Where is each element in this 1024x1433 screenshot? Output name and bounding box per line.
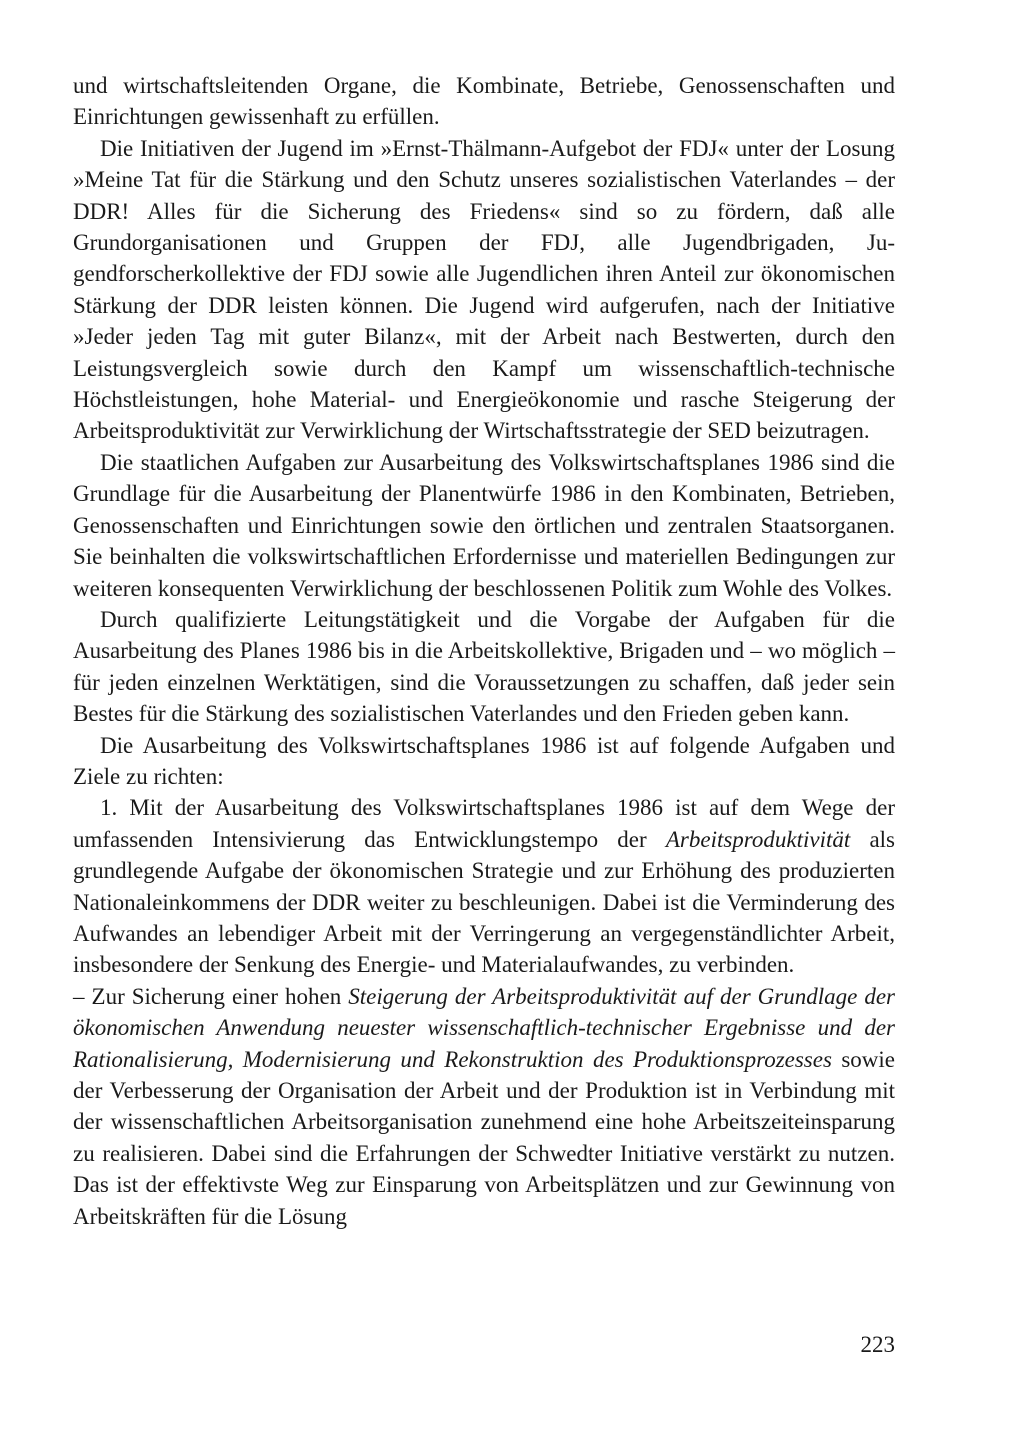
list-item-1-emphasis: Arbeitsproduktivität bbox=[665, 826, 851, 852]
page-number: 223 bbox=[860, 1332, 895, 1357]
list-item-1-text-after: als grundlegende Aufgabe der ökonomischen Strategie und zur Erhöhung des produzierten Nationaleinkommens der DDR weiter zu beschleunigen. Dabei ist die Verminderung des Aufwandes an lebendiger Arbeit mit der Verringerung an vergegenständlichter Arbeit, insbesondere der Senkung des Energie- und Materialaufwandes, zu verbinden. bbox=[73, 826, 895, 978]
paragraph-continuation: und wirtschaftsleitenden Organe, die Kombinate, Betriebe, Genossenschaften und Einrichtungen gewissenhaft zu erfüllen. bbox=[73, 73, 895, 130]
paragraph-leadership: Durch qualifizierte Leitungstätigkeit und die Vorgabe der Aufgaben für die Ausarbeitung des Planes 1986 bis in die Arbeitskollektive, Brigaden und – wo möglich – für jeden einzelnen Werktätigen, sind die Voraussetzungen zu schaffen, daß jeder sein Bestes für die Stärkung des sozialistischen Vaterlandes und den Frieden geben kann. bbox=[73, 606, 895, 727]
list-item-1-text-before: 1. Mit der Ausarbeitung des Volkswirtschaftsplanes 1986 ist auf dem Wege der umfassenden Intensivierung das Entwicklungstempo der bbox=[73, 795, 895, 852]
paragraph-youth-initiatives: Die Initiativen der Jugend im »Ernst-Thälmann-Aufgebot der FDJ« unter der Losung »Meine Tat für die Stärkung und den Schutz unseres sozialistischen Vaterlandes – der DDR! Alles für die Sicherung des Friedens« sind so zu fördern, daß alle Grundorganisationen und Gruppen der FDJ, alle Jugendbrigaden, Jugendforscherkollektive der FDJ sowie alle Jugendlichen ihren Anteil zur ökonomischen Stärkung der DDR leisten können. Die Jugend wird aufgerufen, nach der Initiative »Jeder jeden Tag mit guter Bilanz«, mit der Arbeit nach Bestwerten, durch den Leistungsvergleich sowie durch den Kampf um wissenschaftlich-technische Höchstleistungen, hohe Material- und Energieökonomie und rasche Steigerung der Arbeitsproduktivität zur Verwirklichung der Wirtschaftsstrategie der SED beizutragen. bbox=[73, 135, 895, 444]
paragraph-goals-intro: Die Ausarbeitung des Volkswirtschaftsplanes 1986 ist auf folgende Aufgaben und Ziele zu richten: bbox=[73, 732, 895, 789]
paragraph-state-tasks: Die staatlichen Aufgaben zur Ausarbeitung des Volkswirtschaftsplanes 1986 sind die Grundlage für die Ausarbeitung der Planentwürfe 1986 in den Kombinaten, Betrieben, Genossenschaften und Einrichtungen sowie den örtlichen und zentralen Staatsorganen. Sie beinhalten die volkswirtschaftlichen Erfordernisse und materiellen Bedingungen zur weiteren konsequenten Verwirklichung der beschlossenen Politik zum Wohle des Volkes. bbox=[73, 449, 895, 601]
list-item-dash-text-before: – Zur Sicherung einer hohen bbox=[73, 983, 349, 1009]
list-item-dash-text-after: sowie der Verbesserung der Organisation der Arbeit und der Produktion ist in Verbindung mit der wissenschaftlichen Arbeitsorganisation zunehmend eine hohe Arbeitszeiteinsparung zu realisieren. Dabei sind die Erfahrungen der Schwedter Initiative verstärkt zu nutzen. Das ist der effektivste Weg zur Einsparung von Arbeitsplätzen und zur Gewinnung von Arbeitskräften für die Lösung bbox=[73, 1046, 895, 1229]
list-item-dash bbox=[73, 981, 895, 1232]
list-item-dash-emphasis: Steigerung der Arbeitsproduktivität auf der Grundlage der ökonomischen Anwendung neuester wissenschaftlich-technischer Ergebnisse und der Rationalisierung, Modernisierung und Rekonstruktion des Produktionsprozesses bbox=[73, 983, 895, 1072]
page-body bbox=[73, 70, 895, 1232]
list-item-1 bbox=[73, 792, 895, 980]
